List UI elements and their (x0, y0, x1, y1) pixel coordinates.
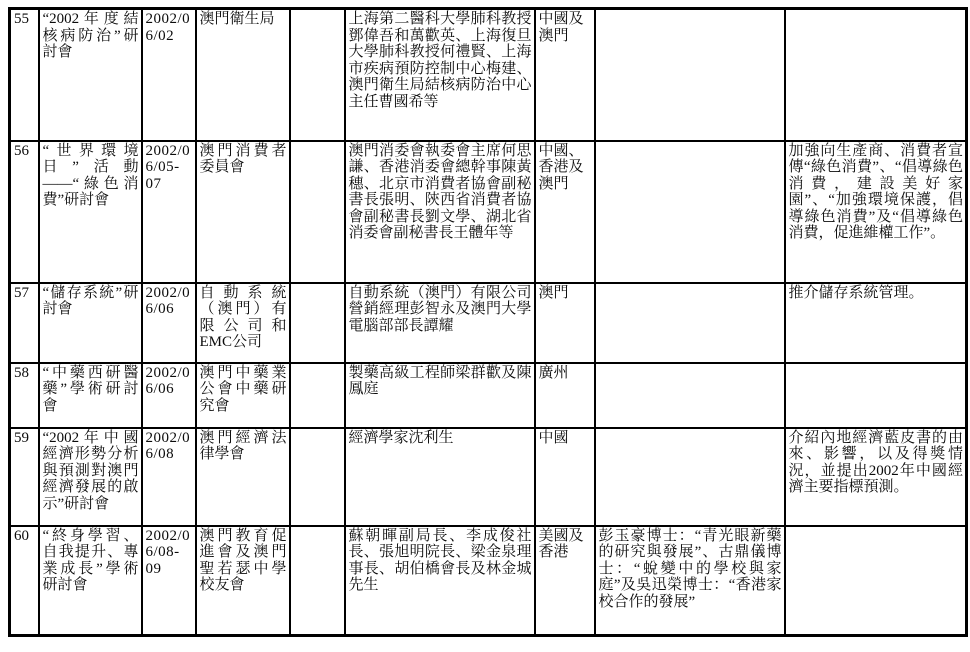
cell-event-title: “2002年中國經濟形勢分析與預測對澳門經濟發展的啟示”研討會 (39, 428, 142, 526)
table-row (10, 283, 967, 363)
cell-speakers: 經濟學家沈利生 (345, 428, 535, 526)
cell-paper-titles (595, 428, 785, 526)
cell-event-title: “中藥西研醫藥”學術研討會 (39, 363, 142, 428)
cell-paper-titles (595, 283, 785, 363)
cell-date: 2002/06/05-07 (142, 141, 196, 283)
cell-location: 中國、香港及澳門 (535, 141, 595, 283)
cell-row-number: 59 (10, 428, 39, 526)
cell-organizer: 澳門教育促進會及澳門聖若瑟中學校友會 (196, 526, 290, 636)
cell-co-organizer (290, 363, 345, 428)
cell-location: 中國 (535, 428, 595, 526)
seminar-table (8, 7, 968, 637)
cell-event-title: “2002年度結核病防治”研討會 (39, 9, 142, 141)
cell-date: 2002/06/08-09 (142, 526, 196, 636)
cell-date: 2002/06/02 (142, 9, 196, 141)
cell-location: 廣州 (535, 363, 595, 428)
cell-speakers: 蘇朝暉副局長、李成俊社長、張旭明院長、梁金泉理事長、胡伯橋會長及林金城先生 (345, 526, 535, 636)
table-row (10, 141, 967, 283)
cell-co-organizer (290, 526, 345, 636)
cell-remarks: 介紹內地經濟藍皮書的由來、影響，以及得獎情況，並提出2002年中國經濟主要指標預測。 (785, 428, 967, 526)
cell-paper-titles (595, 9, 785, 141)
cell-row-number: 56 (10, 141, 39, 283)
cell-remarks: 加強向生產商、消費者宣傳“綠色消費”、“倡導綠色消費，建設美好家園”、“加強環境保護，倡導綠色消費”及“倡導綠色消費，促進維權工作”。 (785, 141, 967, 283)
cell-paper-titles: 彭玉豪博士：“青光眼新藥的研究與發展”、古鼎儀博士：“蛻變中的學校與家庭”及吳迅榮博士：“香港家校合作的發展” (595, 526, 785, 636)
cell-location: 中國及澳門 (535, 9, 595, 141)
cell-co-organizer (290, 283, 345, 363)
cell-speakers: 製藥高級工程師梁群歡及陳鳳庭 (345, 363, 535, 428)
cell-row-number: 55 (10, 9, 39, 141)
cell-speakers: 自動系統（澳門）有限公司營銷經理彭智永及澳門大學電腦部部長譚耀 (345, 283, 535, 363)
cell-co-organizer (290, 428, 345, 526)
table-row (10, 363, 967, 428)
cell-paper-titles (595, 363, 785, 428)
cell-row-number: 60 (10, 526, 39, 636)
cell-organizer: 澳門經濟法律學會 (196, 428, 290, 526)
cell-event-title: “終身學習、自我提升、專業成長”學術研討會 (39, 526, 142, 636)
cell-paper-titles (595, 141, 785, 283)
cell-remarks: 推介儲存系統管理。 (785, 283, 967, 363)
cell-date: 2002/06/06 (142, 363, 196, 428)
cell-row-number: 57 (10, 283, 39, 363)
cell-co-organizer (290, 141, 345, 283)
cell-remarks (785, 526, 967, 636)
cell-organizer: 自動系統（澳門）有限公司和EMC公司 (196, 283, 290, 363)
cell-speakers: 上海第二醫科大學肺科教授鄧偉吾和萬歡英、上海復旦大學肺科教授何禮賢、上海市疾病預防控制中心梅建、澳門衛生局結核病防治中心主任曹國希等 (345, 9, 535, 141)
cell-organizer: 澳門消費者委員會 (196, 141, 290, 283)
cell-location: 澳門 (535, 283, 595, 363)
cell-date: 2002/06/08 (142, 428, 196, 526)
cell-location: 美國及香港 (535, 526, 595, 636)
table-row (10, 526, 967, 636)
table-row (10, 9, 967, 141)
cell-organizer: 澳門中藥業公會中藥研究會 (196, 363, 290, 428)
cell-row-number: 58 (10, 363, 39, 428)
cell-co-organizer (290, 9, 345, 141)
cell-event-title: “儲存系統”研討會 (39, 283, 142, 363)
cell-remarks (785, 363, 967, 428)
cell-remarks (785, 9, 967, 141)
cell-speakers: 澳門消委會執委會主席何思謙、香港消委會總幹事陳黃穗、北京市消費者協會副秘書長張明、陝西省消費者協會副秘書長劉文學、湖北省消委會副秘書長王體年等 (345, 141, 535, 283)
table-row (10, 428, 967, 526)
cell-date: 2002/06/06 (142, 283, 196, 363)
cell-event-title: “世界環境日”活動——“綠色消費”研討會 (39, 141, 142, 283)
cell-organizer: 澳門衛生局 (196, 9, 290, 141)
